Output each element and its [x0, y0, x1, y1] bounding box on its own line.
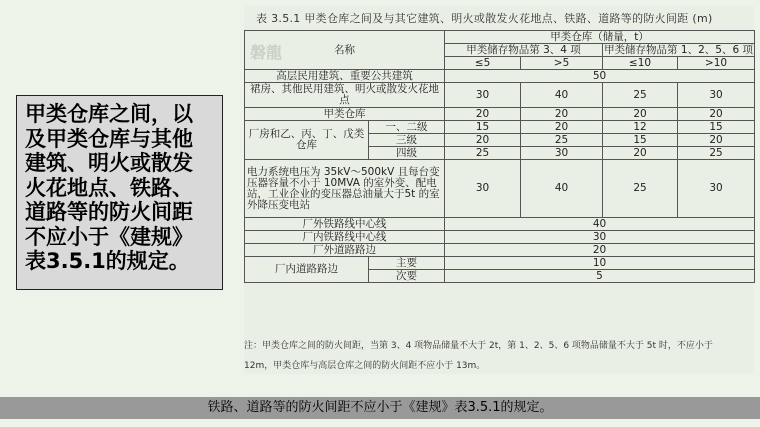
table-row: [245, 121, 755, 134]
row-sub-label: 主要: [369, 257, 445, 270]
header-col: ≤5: [445, 57, 521, 70]
header-col: >10: [678, 57, 755, 70]
cell-value: 20: [678, 134, 755, 147]
summary-callout: [16, 95, 223, 290]
table-title: 表 3.5.1 甲类仓库之间及与其它建筑、明火或散发火花地点、铁路、道路等的防火间距 (m): [256, 12, 713, 25]
header-group: 甲类仓库（储量，t）: [445, 31, 755, 44]
cell-value: 20: [445, 108, 521, 121]
row-group-label: 厂内道路路边: [245, 257, 369, 283]
cell-value: 20: [678, 108, 755, 121]
cell-value: 40: [445, 218, 755, 231]
subtitle-caption: 铁路、道路等的防火间距不应小于《建规》表3.5.1的规定。: [0, 397, 760, 419]
cell-value: 30: [445, 231, 755, 244]
cell-value: 25: [678, 147, 755, 160]
cell-value: 5: [445, 270, 755, 283]
table-row: [245, 244, 755, 257]
row-label: 电力系统电压为 35kV～500kV 且每台变压器容量不小于 10MVA 的室外变、配电站，工业企业的变压器总油量大于5t 的室外降压变电站: [245, 160, 445, 218]
cell-value: 25: [521, 134, 603, 147]
cell-value: 20: [521, 121, 603, 134]
row-sub-label: 一、二级: [369, 121, 445, 134]
header-sub-b: 甲类储存物品第 1、2、5、6 项: [604, 43, 753, 56]
document-image: [244, 6, 754, 374]
row-label: 裙房、其他民用建筑、明火或散发火花地点: [245, 83, 445, 108]
cell-value: 15: [603, 134, 678, 147]
callout-line: 道路等的防火间距: [25, 200, 193, 224]
callout-line: 表3.5.1的规定。: [25, 249, 190, 273]
row-label: 厂内铁路线中心线: [245, 231, 445, 244]
cell-value: 20: [445, 244, 755, 257]
table-row: [245, 218, 755, 231]
callout-line: 甲类仓库之间，以: [25, 102, 193, 126]
table-row: [245, 108, 755, 121]
table-row: [245, 83, 755, 108]
row-label: 甲类仓库: [245, 108, 445, 121]
row-sub-label: 次要: [369, 270, 445, 283]
cell-value: 30: [678, 83, 755, 108]
header-col: ≤10: [603, 57, 678, 70]
cell-value: 40: [521, 83, 603, 108]
cell-value: 20: [603, 147, 678, 160]
header-col: >5: [521, 57, 603, 70]
row-sub-label: 四级: [369, 147, 445, 160]
cell-value: 30: [445, 160, 521, 218]
cell-value: 20: [521, 108, 603, 121]
row-label: 厂外铁路线中心线: [245, 218, 445, 231]
cell-value: 15: [445, 121, 521, 134]
row-group-label: 厂房和乙、丙、丁、戊类仓库: [245, 121, 369, 160]
cell-value: 30: [678, 160, 755, 218]
header-name: 名称: [245, 31, 445, 70]
row-sub-label: 三级: [369, 134, 445, 147]
cell-value: 20: [445, 134, 521, 147]
cell-value: 30: [445, 83, 521, 108]
cell-value: 25: [445, 147, 521, 160]
row-label: 高层民用建筑、重要公共建筑: [245, 70, 445, 83]
fire-distance-table: [244, 30, 755, 283]
table-row: [245, 31, 755, 44]
callout-line: 建筑、明火或散发: [25, 151, 193, 175]
cell-value: 25: [603, 160, 678, 218]
cell-value: 50: [445, 70, 755, 83]
table-row: [245, 70, 755, 83]
note-line: 12m，甲类仓库与高层仓库之间的防火间距不应小于 13m。: [244, 361, 486, 371]
cell-value: 10: [445, 257, 755, 270]
table-row: [245, 231, 755, 244]
watermark: 磐龍: [250, 43, 283, 62]
callout-line: 及甲类仓库与其他: [25, 126, 193, 151]
cell-value: 30: [521, 147, 603, 160]
cell-value: 20: [603, 108, 678, 121]
table-note: [244, 336, 754, 376]
cell-value: 25: [603, 83, 678, 108]
note-line: 注：甲类仓库之间的防火间距，当第 3、4 项物品储量不大于 2t，第 1、2、5、6 项物品储量不大于 5t 时，不应小于: [244, 341, 713, 351]
cell-value: 40: [521, 160, 603, 218]
table-row: [245, 160, 755, 218]
table-row: [245, 257, 755, 270]
callout-line: 火花地点、铁路、: [25, 175, 193, 200]
cell-value: 15: [678, 121, 755, 134]
row-label: 厂外道路路边: [245, 244, 445, 257]
cell-value: 12: [603, 121, 678, 134]
header-sub-a: 甲类储存物品第 3、4 项: [445, 44, 603, 57]
callout-line: 不应小于《建规》: [25, 224, 193, 249]
